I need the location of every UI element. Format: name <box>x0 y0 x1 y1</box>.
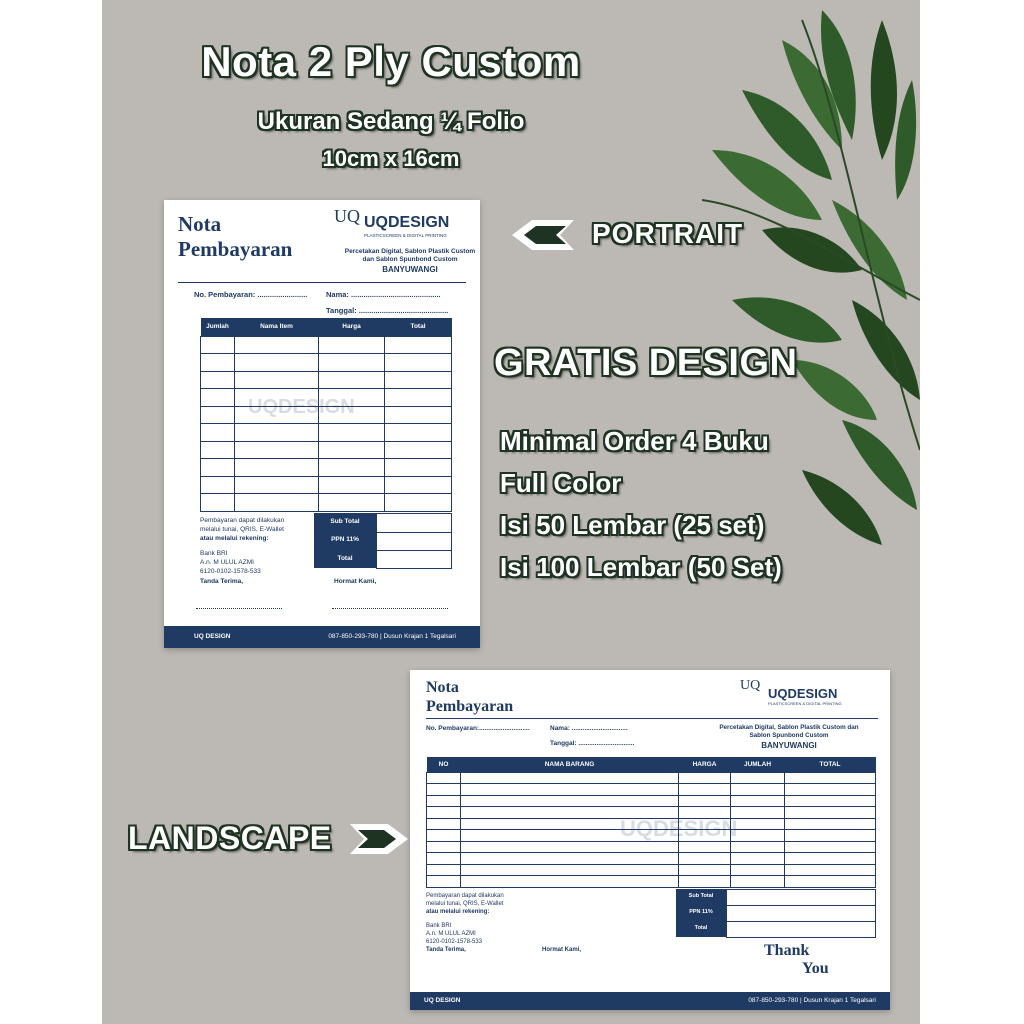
ppn-label: PPN 11% <box>331 536 359 543</box>
col-header: Nama Item <box>235 318 319 336</box>
payment-note <box>200 516 284 576</box>
logo-mark-icon: UQ <box>334 206 360 226</box>
divider <box>178 282 466 283</box>
ppn-label: PPN 11% <box>689 909 713 915</box>
page-title: Nota 2 Ply Custom <box>201 38 581 85</box>
portrait-invoice <box>164 200 480 648</box>
col-header: NAMA BARANG <box>461 757 679 772</box>
gratis-design-heading: GRATIS DESIGN <box>494 342 798 384</box>
footer-contact: 087-850-293-780 | Dusun Krajan 1 Tegalsari <box>328 633 456 640</box>
size-subtitle: Ukuran Sedang ¼ Folio <box>257 108 525 135</box>
footer-brand: UQ DESIGN <box>424 997 461 1004</box>
total-label: Total <box>694 925 708 931</box>
invoice-title-line2: Pembayaran <box>426 698 514 715</box>
totals-value-block <box>726 889 876 938</box>
city: BANYUWANGI <box>761 741 817 750</box>
invoice-footer <box>410 992 890 1010</box>
landscape-invoice <box>410 670 890 1010</box>
payment-note-line: melalui tunai, QRIS, E-Wallet <box>426 901 504 907</box>
totals-value-block <box>376 513 452 569</box>
account-name: A.n. M ULUL AZMI <box>200 559 254 566</box>
payment-note-line: melalui tunai, QRIS, E-Wallet <box>200 526 284 533</box>
account-name: A.n. M ULUL AZMI <box>426 931 476 937</box>
sub-total-label: Sub Total <box>688 893 714 899</box>
payment-note-line: Pembayaran dapat dilakukan <box>200 517 285 524</box>
col-header: Total <box>385 318 452 336</box>
you-text: You <box>802 960 829 977</box>
feature-item: Full Color <box>500 468 622 498</box>
invoice-title <box>178 212 292 262</box>
tanda-terima: Tanda Terima, <box>426 947 466 953</box>
service-line2: dan Sablon Spunbond Custom <box>362 256 458 263</box>
footer-brand: UQ DESIGN <box>194 633 231 640</box>
landscape-label: LANDSCAPE <box>128 820 332 856</box>
watermark: UQDESIGN <box>248 396 355 418</box>
hormat-kami: Hormat Kami, <box>334 578 377 585</box>
thank-text: Thank <box>764 942 810 959</box>
account-number: 6120-0102-1578-533 <box>200 568 261 575</box>
brand-logo <box>334 208 360 224</box>
feature-item: Minimal Order 4 Buku <box>500 426 769 456</box>
account-number: 6120-0102-1578-533 <box>426 939 483 945</box>
arrow-right-icon <box>348 822 410 856</box>
col-header: HARGA <box>679 757 731 772</box>
bank-name: Bank BRI <box>426 923 452 929</box>
brand-subtitle: PLASTICSCREEN & DIGITAL PRINTING <box>364 233 447 238</box>
tanda-terima: Tanda Terima, <box>200 578 244 585</box>
bank-name: Bank BRI <box>200 550 228 557</box>
invoice-title-line1: Nota <box>426 679 459 696</box>
divider <box>426 718 878 719</box>
watermark: UQDESIGN <box>620 816 738 841</box>
payment-note-line: atau melalui rekening: <box>200 535 269 542</box>
plant-leaves-decoration <box>702 0 920 560</box>
service-line1: Percetakan Digital, Sablon Plastik Custom <box>344 248 476 255</box>
col-header: TOTAL <box>785 757 876 772</box>
invoice-title <box>426 678 513 716</box>
arrow-left-icon <box>510 218 574 252</box>
dimensions-subtitle: 10cm x 16cm <box>322 146 460 171</box>
signature-line <box>332 608 448 609</box>
total-label: Total <box>337 555 353 562</box>
signature-line <box>196 608 282 609</box>
col-header: Jumlah <box>201 318 235 336</box>
city: BANYUWANGI <box>382 265 438 274</box>
service-line1: Percetakan Digital, Sablon Plastik Custom dan <box>719 724 859 731</box>
brand-subtitle: PLASTICSCREEN & DIGITAL PRINTING <box>768 701 842 706</box>
service-line2: Sablon Spunbond Custom <box>749 732 829 739</box>
logo-mark-icon: UQ <box>740 678 761 693</box>
invoice-title-line1: Nota <box>178 212 222 236</box>
footer-contact: 087-850-293-780 | Dusun Krajan 1 Tegalsari <box>748 997 876 1004</box>
payment-note-line: Pembayaran dapat dilakukan <box>426 893 504 899</box>
sub-total-label: Sub Total <box>330 518 360 525</box>
col-header: NO <box>427 757 461 772</box>
tanggal-field: Tanggal: ............................... <box>550 740 635 747</box>
promo-canvas <box>102 0 920 1024</box>
col-header: Harga <box>319 318 385 336</box>
payment-note <box>426 892 504 946</box>
feature-item: Isi 50 Lembar (25 set) <box>500 510 765 540</box>
portrait-label: PORTRAIT <box>592 218 744 249</box>
no-pembayaran-field: No. Pembayaran: ........................ <box>194 290 308 299</box>
payment-note-line: atau melalui rekening: <box>426 909 490 915</box>
feature-item: Isi 100 Lembar (50 Set) <box>500 552 782 582</box>
invoice-title-line2: Pembayaran <box>178 237 293 261</box>
invoice-footer <box>164 626 480 648</box>
tanggal-field: Tanggal: ........................................... <box>326 306 449 315</box>
brand-name: UQDESIGN <box>364 214 450 231</box>
nama-field: Nama: ........................................... <box>326 290 441 299</box>
nama-field: Nama: ............................... <box>550 725 628 732</box>
no-pembayaran-field: No. Pembayaran:............................ <box>426 725 530 732</box>
hormat-kami: Hormat Kami, <box>542 947 582 953</box>
col-header: JUMLAH <box>731 757 785 772</box>
brand-name: UQDESIGN <box>768 686 838 701</box>
